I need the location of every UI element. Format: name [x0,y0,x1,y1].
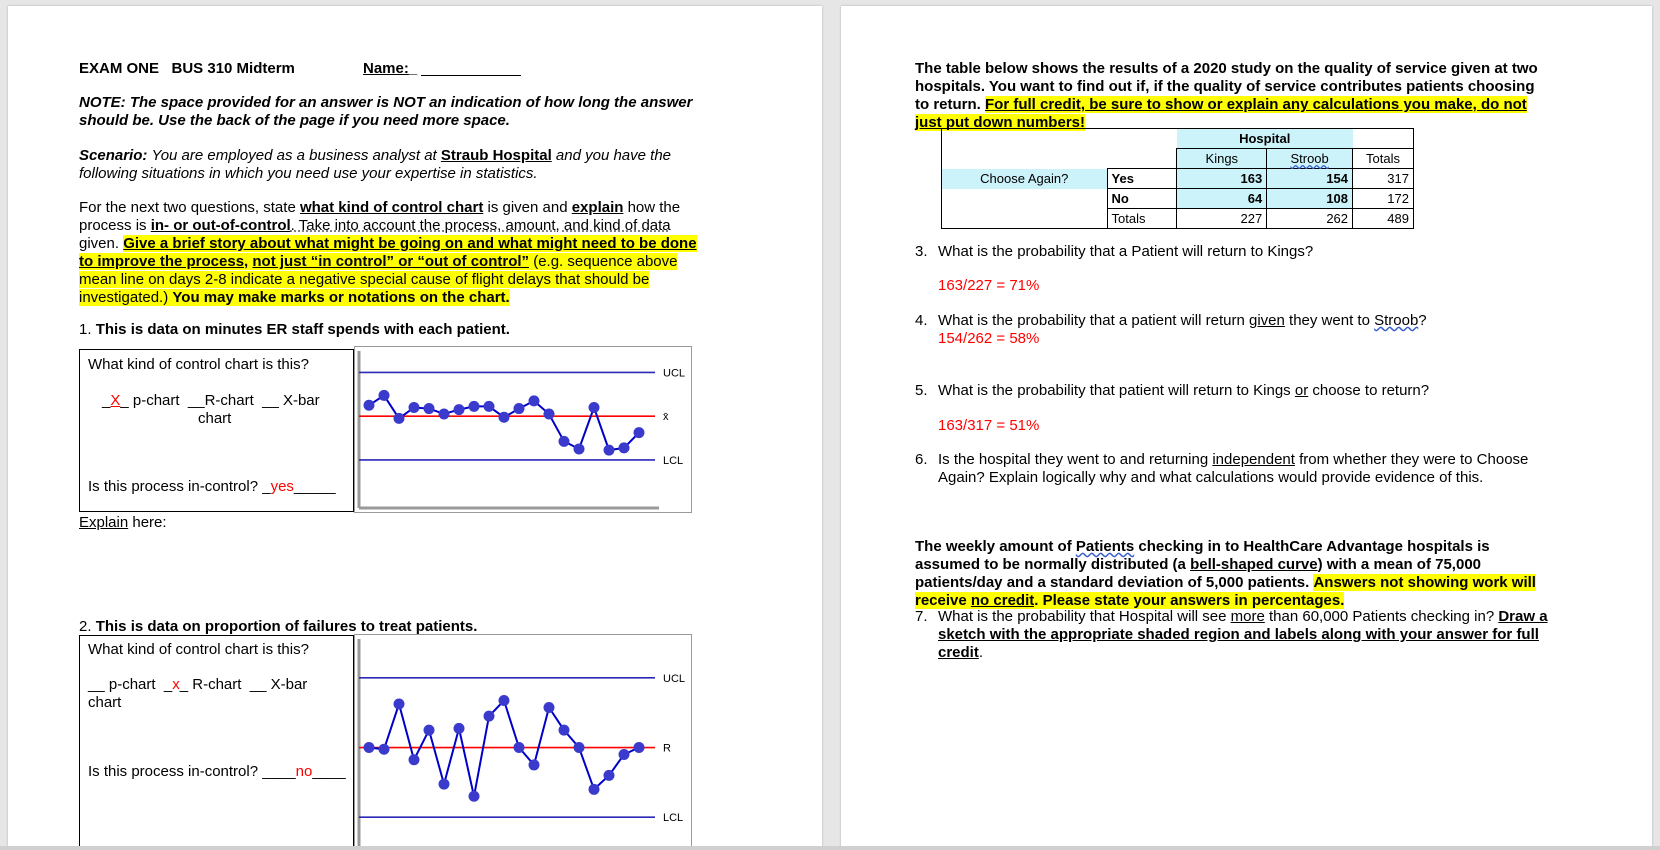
name-blank[interactable] [421,75,521,76]
q1-option-rchart[interactable]: R-chart [204,392,254,409]
center-label: R [663,742,671,755]
exam-page-left [8,6,822,850]
table-tot-stroob: 262 [1267,209,1353,229]
q2-options[interactable]: __ p-chart _x_ R-chart __ X-bar chart [88,676,308,711]
data-point [364,400,375,411]
data-point [574,742,585,753]
data-point [484,711,495,722]
data-point [454,404,465,415]
data-point [469,791,480,802]
q2-chart-frame [354,634,692,850]
table-tot-total: 489 [1353,209,1414,229]
exam-page-right [841,6,1652,850]
q2-option-pchart[interactable]: p-chart [108,676,156,693]
data-point [529,395,540,406]
q1-option-xbar[interactable]: X-bar [282,392,320,409]
note-text: NOTE: The space provided for an answer is NOT an indication of how long the answer should be. Use the back of the page if you need more space. [79,94,693,129]
q2-title: 2. This is data on proportion of failures to treat patients. [79,618,478,635]
data-point [604,770,615,781]
table-col-kings: Kings [1177,149,1267,169]
data-point [499,412,510,423]
table-row-totals: Totals [1107,209,1177,229]
table-intro: The table below shows the results of a 2020 study on the quality of service given at two hospitals. You want to find out if, if the quality of service contributes patients choosing to return. For full credit, be sure to show or explain any calculations you make, do not just put down numbers! [915,60,1538,131]
table-yes-total: 317 [1353,169,1414,189]
table-no-stroob: 108 [1267,189,1353,209]
data-point [424,403,435,414]
data-point [409,402,420,413]
q3-text: What is the probability that a Patient will return to Kings? [938,243,1314,260]
ucl-label: UCL [663,672,686,685]
data-point [544,702,555,713]
data-point [499,695,510,706]
q2-option-xbar[interactable]: X-bar [270,676,308,693]
table-hospital-header: Hospital [1239,131,1291,146]
q1-selected-mark: X [110,392,121,409]
normal-dist-intro: The weekly amount of Patients checking in to HealthCare Advantage hospitals is assumed to be normally distributed (a bell-shaped curve) with a mean of 75,000 patients/day and a standard deviation of 5,000 patients. Answers not showing work will receive no credit. Please state your answers in percentages. [915,538,1536,609]
table-col-totals: Totals [1353,149,1414,169]
q7-num: 7. [915,608,928,625]
scenario-text: Scenario: You are employed as a business analyst at Straub Hospital and you have the following situations in which you need use your expertise in statistics. [79,147,672,182]
hospital-name: Straub Hospital [440,147,552,164]
q1-chart-frame [354,346,692,513]
name-field[interactable]: Name:_ [363,60,521,78]
lcl-label: LCL [663,454,684,467]
table-yes-stroob: 154 [1267,169,1353,189]
contingency-table [941,128,1414,229]
data-point [439,409,450,420]
status-bar-edge [0,846,1660,850]
q2-control-chart [355,635,693,850]
lcl-label: LCL [663,812,684,825]
table-tot-kings: 227 [1177,209,1267,229]
data-point [589,402,600,413]
data-point [484,401,495,412]
center-label: x̄ [663,411,669,424]
q3-answer: 163/227 = 71% [938,277,1040,294]
table-row-label: Choose Again? [942,169,1108,189]
table-no-kings: 64 [1177,189,1267,209]
data-point [634,742,645,753]
q1-title: 1. This is data on minutes ER staff spends with each patient. [79,321,510,338]
table-row-yes: Yes [1107,169,1177,189]
q1-control-row[interactable]: Is this process in-control? _yes_____ [88,478,336,495]
table-row-no: No [1107,189,1177,209]
data-point [574,443,585,454]
instructions-text: For the next two questions, state what kind of control chart is given and explain how the process is in- or out-of-control. Take into account the process, amount, and kind of data given. Give a brief story about what might be going on and what might need to be done to improve the process, not just “in control” or “out of control” (e.g. sequence above mean line on days 2-8 indicate a negative special cause of flight delays that should be investigated.) You may make marks or notations on the chart. [79,199,697,306]
q2-kind-question: What kind of control chart is this? [88,641,309,658]
data-point [559,436,570,447]
table-yes-kings: 163 [1177,169,1267,189]
data-point [379,390,390,401]
q1-options[interactable]: _X_ p-chart __R-chart __ X-bar chart [102,392,320,427]
data-point [439,779,450,790]
q4-answer: 154/262 = 58% [938,330,1040,347]
series-line [369,701,639,797]
q2-selected-mark: x [172,676,180,693]
data-point [559,725,570,736]
data-point [514,403,525,414]
q4-num: 4. [915,312,928,329]
data-point [544,409,555,420]
data-point [634,427,645,438]
q7-text: What is the probability that Hospital will see more than 60,000 Patients checking in? Draw a sketch with the appropriate shaded region and labels along with your answer for full credit. [938,608,1548,661]
q2-control-answer: no [295,763,313,780]
q2-answer-box [79,635,354,850]
ucl-label: UCL [663,367,686,380]
q2-option-rchart[interactable]: R-chart [192,676,242,693]
name-label: Name: [363,60,409,77]
data-point [364,742,375,753]
exam-title: EXAM ONE BUS 310 Midterm [79,60,295,77]
q1-option-pchart[interactable]: p-chart [132,392,180,409]
table-no-total: 172 [1353,189,1414,209]
data-point [619,442,630,453]
q2-control-row[interactable]: Is this process in-control? ____no____ [88,763,346,780]
q1-kind-question: What kind of control chart is this? [88,356,309,373]
q1-control-answer: yes [270,478,294,495]
data-point [394,698,405,709]
q4-text: What is the probability that a patient will return given they went to Stroob? [938,312,1427,329]
q6-text: Is the hospital they went to and returning independent from whether they were to Choose Again? Explain logically why and what calculations would provide evidence of this. [938,451,1529,486]
q5-num: 5. [915,382,928,399]
data-point [454,723,465,734]
data-point [409,754,420,765]
data-point [529,759,540,770]
data-point [394,413,405,424]
data-point [514,742,525,753]
data-point [589,784,600,795]
data-point [424,725,435,736]
data-point [619,749,630,760]
q3-question: 3. [915,243,928,260]
q1-explain-label: Explain here: [79,514,167,531]
q5-answer: 163/317 = 51% [938,417,1040,434]
q1-control-chart [355,347,693,514]
data-point [379,744,390,755]
data-point [469,401,480,412]
data-point [604,445,615,456]
q1-answer-box [79,349,354,512]
q5-text: What is the probability that patient will return to Kings or choose to return? [938,382,1430,399]
table-col-stroob: Stroob [1267,149,1353,169]
q6-num: 6. [915,451,928,468]
exam-header [79,60,295,78]
